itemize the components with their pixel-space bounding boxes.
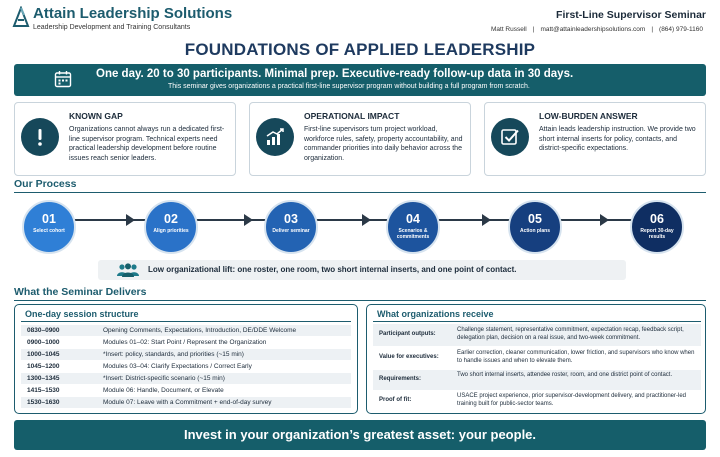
step-label: Select cohort <box>33 228 65 234</box>
schedule-row <box>21 385 351 396</box>
card-body: First-line supervisors turn project workload, workforce rules, safety, property accountability, and commander priorities into daily behavior across the organization. <box>304 126 463 162</box>
footer-banner: Invest in your organization’s greatest asset: your people. <box>14 420 706 450</box>
schedule-time: 0830–0900 <box>27 327 60 334</box>
card-known-gap <box>14 102 236 176</box>
card-title: LOW-BURDEN ANSWER <box>539 111 638 121</box>
schedule-row <box>21 325 351 336</box>
receive-text: Two short internal inserts, attendee roster, room, and one district point of contact. <box>457 372 673 378</box>
process-step <box>264 200 318 254</box>
lift-callout <box>98 260 626 280</box>
exclamation-icon <box>21 118 59 156</box>
process-step <box>508 200 562 254</box>
schedule-row <box>21 337 351 348</box>
logo-icon <box>12 6 30 28</box>
schedule-time: 1045–1200 <box>27 363 60 370</box>
page-title: FOUNDATIONS OF APPLIED LEADERSHIP <box>184 40 536 59</box>
card-operational-impact <box>249 102 471 176</box>
growth-chart-icon <box>256 118 294 156</box>
schedule-item: *Insert: policy, standards, and priorities (~15 min) <box>103 351 244 358</box>
schedule-item: Opening Comments, Expectations, Introduction, DE/DDE Welcome <box>103 327 297 334</box>
receive-text: Earlier correction, cleaner communication, lower friction, and supervisors who know when to handle issues and when to elevate them. <box>457 350 695 364</box>
step-label: Align priorities <box>153 228 189 234</box>
seminar-name: First-Line Supervisor Seminar <box>556 9 706 21</box>
schedule-item: *Insert: District-specific scenario (~15 min) <box>103 375 225 382</box>
card-title: KNOWN GAP <box>69 111 123 121</box>
brand-name: Attain Leadership Solutions <box>33 5 233 22</box>
process-step <box>386 200 440 254</box>
card-body: Attain leads leadership instruction. We provide two short internal inserts for policy, contacts, and district-specific expectations. <box>539 126 696 153</box>
card-low-burden-answer <box>484 102 706 176</box>
schedule-item: Module 07: Leave with a Commitment + end-of-day survey <box>103 399 272 406</box>
contact-name: Matt Russell <box>490 26 527 33</box>
schedule-item: Modules 01–02: Start Point / Represent the Organization <box>103 339 267 346</box>
arrow-icon <box>244 214 253 226</box>
contact-email[interactable]: matt@attainleadershipsolutions.com <box>540 26 646 33</box>
step-label: Action plans <box>519 228 550 234</box>
receive-title: What organizations receive <box>377 309 494 319</box>
calendar-icon <box>54 70 72 88</box>
step-label: Report 30-day results <box>640 228 674 240</box>
divider <box>14 300 706 301</box>
arrow-icon <box>126 214 135 226</box>
receive-label: Requirements: <box>379 376 422 382</box>
card-body: Organizations cannot always run a dedicated first-line supervisor program. Technical experts need practical leadership development before routine issues reach senior leaders. <box>69 126 225 162</box>
step-number: 05 <box>528 212 542 226</box>
banner-headline: One day. 20 to 30 participants. Minimal prep. Executive-ready follow-up data in 30 days. <box>96 68 574 80</box>
receive-label: Value for executives: <box>379 354 439 360</box>
process-step <box>144 200 198 254</box>
schedule-item: Module 06: Handle, Document, or Elevate <box>103 387 224 394</box>
step-number: 02 <box>164 212 178 226</box>
checkbox-icon <box>491 118 529 156</box>
receive-text: Challenge statement, representative commitment, expectation recap, feedback script, delegation plan, decision on a real issue, and two-week commitment. <box>457 327 684 341</box>
step-label: Deliver seminar <box>272 228 310 234</box>
step-number: 06 <box>650 212 664 226</box>
schedule-row <box>21 349 351 360</box>
divider <box>21 321 351 322</box>
receive-label: Participant outputs: <box>379 331 436 337</box>
schedule-time: 1415–1530 <box>27 387 60 394</box>
divider <box>373 321 701 322</box>
receive-row <box>373 391 701 411</box>
delivers-heading: What the Seminar Delivers <box>14 286 147 298</box>
card-title: OPERATIONAL IMPACT <box>304 111 400 121</box>
receive-panel <box>366 304 706 414</box>
receive-label: Proof of fit: <box>379 397 412 403</box>
schedule-item: Modules 03–04: Clarify Expectations / Correct Early <box>103 363 252 370</box>
schedule-time: 1300–1345 <box>27 375 60 382</box>
step-number: 03 <box>284 212 298 226</box>
arrow-icon <box>600 214 609 226</box>
schedule-time: 1530–1630 <box>27 399 60 406</box>
receive-row <box>373 347 701 369</box>
summary-banner <box>14 64 706 96</box>
step-number: 01 <box>42 212 56 226</box>
schedule-row <box>21 397 351 408</box>
lift-text: Low organizational lift: one roster, one room, two short internal inserts, and one point of contact. <box>148 265 517 274</box>
step-label: Scenarios & commitments <box>396 228 430 240</box>
schedule-row <box>21 373 351 384</box>
process-heading: Our Process <box>14 178 77 190</box>
brand-tagline: Leadership Development and Training Consultants <box>33 24 191 31</box>
banner-subtext: This seminar gives organizations a practical first-line supervisor program without building a full program from scratch. <box>168 83 530 90</box>
header <box>0 0 720 38</box>
schedule-time: 1000–1045 <box>27 351 60 358</box>
contact-separator: | <box>651 26 654 33</box>
schedule-panel <box>14 304 358 414</box>
receive-text: USACE project experience, prior supervisor-development delivery, and practitioner-led training built for public-sector teams. <box>457 393 686 407</box>
divider <box>14 192 706 193</box>
contact-phone[interactable]: (864) 979-1160 <box>659 26 703 33</box>
schedule-time: 0900–1000 <box>27 339 60 346</box>
arrow-icon <box>362 214 371 226</box>
contact-line <box>488 26 706 33</box>
contact-separator: | <box>532 26 535 33</box>
receive-row <box>373 370 701 390</box>
process-step <box>630 200 684 254</box>
process-step <box>22 200 76 254</box>
schedule-row <box>21 361 351 372</box>
step-number: 04 <box>406 212 420 226</box>
people-icon <box>116 263 140 277</box>
receive-row <box>373 324 701 346</box>
arrow-icon <box>482 214 491 226</box>
schedule-title: One-day session structure <box>25 309 139 319</box>
